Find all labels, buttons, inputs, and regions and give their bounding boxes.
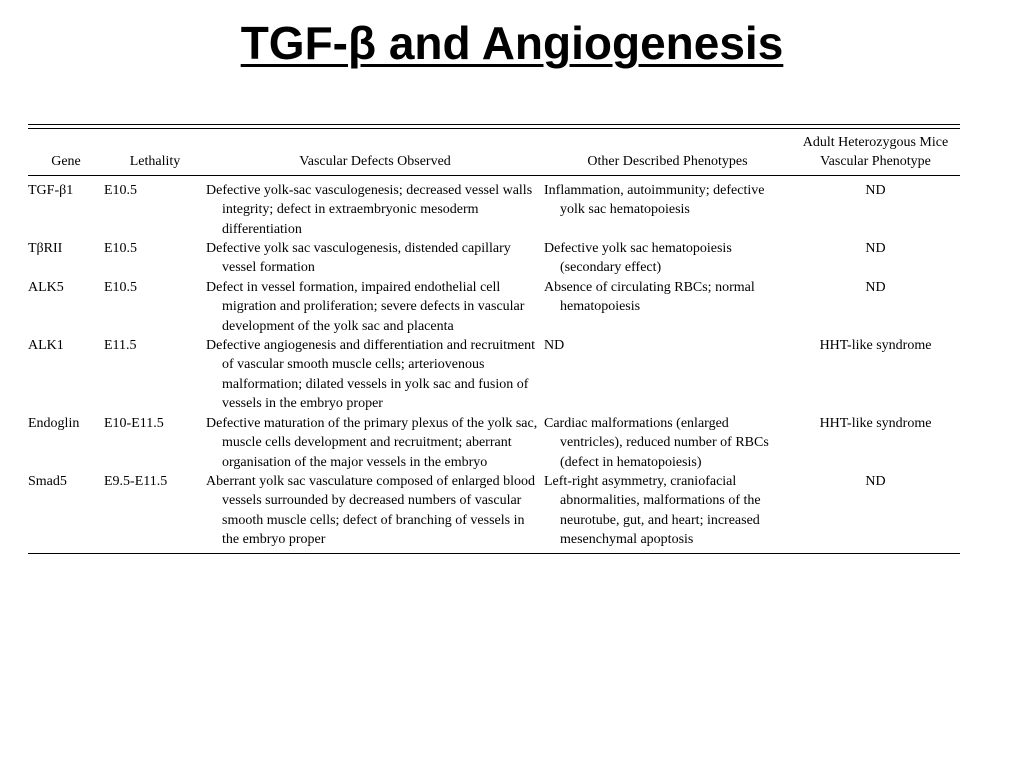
table-row	[28, 336, 960, 414]
cell-other: Absence of circulating RBCs; normal hematopoiesis	[544, 279, 755, 315]
cell-adult: ND	[791, 472, 960, 553]
cell-adult: ND	[865, 182, 886, 198]
header-adult-line2: Vascular Phenotype	[820, 154, 931, 170]
cell-vascular: Defective yolk sac vasculogenesis, distended capillary vessel formation	[206, 241, 511, 276]
cell-other: Cardiac malformations (enlarged ventricles), reduced number of RBCs (defect in hematopoiesis)	[544, 415, 769, 470]
header-adult-line1: Adult Heterozygous Mice	[802, 135, 949, 150]
cell-gene: TβRII	[28, 241, 63, 257]
cell-adult: HHT-like syndrome	[819, 415, 932, 431]
table-row	[28, 239, 960, 278]
slide-title: TGF-β and Angiogenesis	[240, 17, 784, 69]
cell-gene: TGF-β1	[28, 182, 74, 198]
cell-gene: ALK5	[28, 279, 64, 295]
header-adult-heterozygous	[791, 131, 960, 175]
table-row	[28, 175, 960, 239]
cell-vascular: Defect in vessel formation, impaired endothelial cell migration and proliferation; severe defects in vascular development of the yolk sac and placenta	[206, 279, 525, 334]
table-row	[28, 414, 960, 472]
cell-lethality: E10.5	[104, 279, 138, 295]
table-top-rule-secondary	[28, 128, 960, 129]
header-gene: Gene	[28, 131, 104, 175]
cell-vascular: Defective angiogenesis and differentiation and recruitment of vascular smooth muscle cells; arteriovenous malformation; dilated vessels in yolk sac and fusion of vessels in the embryo proper	[206, 338, 535, 412]
header-lethality: Lethality	[104, 131, 206, 175]
header-other-phenotypes: Other Described Phenotypes	[544, 131, 791, 175]
table-top-rule	[28, 124, 960, 125]
cell-other: Left-right asymmetry, craniofacial abnormalities, malformations of the neurotube, gut, and heart; increased mesenchymal apoptosis	[544, 472, 791, 553]
header-row	[28, 131, 960, 175]
cell-other: Defective yolk sac hematopoiesis (secondary effect)	[544, 241, 732, 276]
table-row	[28, 472, 960, 553]
cell-lethality: E11.5	[104, 338, 137, 354]
cell-lethality: E10.5	[104, 182, 138, 198]
cell-other: ND	[544, 338, 565, 354]
cell-adult: ND	[865, 241, 886, 257]
cell-vascular: Defective maturation of the primary plexus of the yolk sac, muscle cells development and recruitment; aberrant organisation of the major vessels in the embryo	[206, 415, 538, 470]
table-body	[28, 175, 960, 553]
cell-lethality: E10-E11.5	[104, 415, 164, 431]
cell-adult: ND	[865, 279, 886, 295]
cell-gene: ALK1	[28, 338, 64, 354]
table-row	[28, 278, 960, 336]
gene-phenotype-table	[28, 131, 960, 554]
cell-other: Inflammation, autoimmunity; defective yolk sac hematopoiesis	[544, 182, 765, 218]
header-vascular-defects: Vascular Defects Observed	[206, 131, 544, 175]
cell-lethality: E9.5-E11.5	[104, 472, 206, 553]
cell-gene: Smad5	[28, 472, 104, 553]
cell-lethality: E10.5	[104, 241, 138, 257]
cell-gene: Endoglin	[28, 415, 80, 431]
cell-vascular: Defective yolk-sac vasculogenesis; decreased vessel walls integrity; defect in extraembryonic mesoderm differentiation	[206, 182, 533, 237]
cell-adult: HHT-like syndrome	[819, 338, 932, 354]
cell-vascular: Aberrant yolk sac vasculature composed of enlarged blood vessels surrounded by decreased numbers of vascular smooth muscle cells; defect of branching of vessels in the embryo proper	[206, 472, 544, 553]
table-header	[28, 131, 960, 175]
